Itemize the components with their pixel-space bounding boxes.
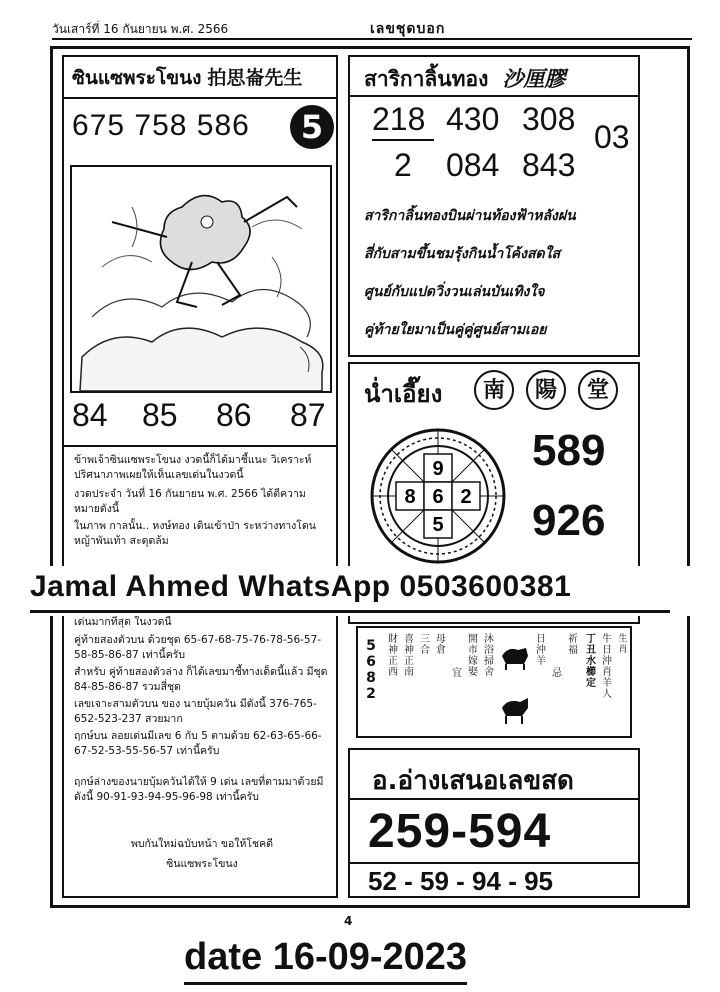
fengshui-column: 忌	[552, 668, 562, 679]
zin-paragraph: เด่นมากที่สุด ในงวดนี้	[74, 616, 172, 628]
date-caption-underline	[184, 982, 467, 985]
zin-paragraph: ฤกษ์บน ลอยเด่นมีเลข 6 กับ 5 ตามด้วย 62-63-65-66-67-52-53-55-56-57 เท่านี้ครับ	[74, 730, 322, 757]
header-paper-name: เลขชุดบอก	[370, 21, 446, 37]
date-caption-text: date 16-09-2023	[184, 936, 468, 978]
sari-poem-line: ศูนย์กับแปดวิ่งวนเล่นบันเทิงใจ	[364, 284, 545, 300]
sari-fraction-line	[372, 139, 434, 141]
zin-circle-digit: 5	[290, 105, 334, 149]
ang-pairs: 52 - 59 - 94 - 95	[368, 866, 553, 896]
sari-title-rule	[350, 95, 638, 97]
header-rule	[52, 38, 692, 40]
zin-title-chinese: 拍思崙先生	[207, 67, 303, 89]
fengshui-column: 財 神 正 西	[388, 634, 398, 678]
sari-number: 084	[446, 147, 500, 183]
sari-number: 843	[522, 147, 576, 183]
sari-poem-line: สี่กับสามขึ้นชมรุ้งกินน้ำโค้งสดใส	[364, 246, 560, 262]
zin-title-rule	[64, 97, 336, 99]
header-date: วันเสาร์ที่ 16 กันยายน พ.ศ. 2566	[52, 22, 229, 36]
sari-title	[364, 63, 565, 96]
fengshui-section	[348, 620, 640, 744]
zin-closing: พบกันใหม่ฉบับหน้า ขอให้โชคดี	[130, 838, 274, 850]
ang-section	[348, 748, 640, 898]
page-number: 4	[344, 914, 353, 928]
watermark-text: Jamal Ahmed WhatsApp 0503600381	[30, 570, 572, 603]
sari-number: 2	[394, 147, 412, 183]
fengshui-column: 日 沖 羊	[536, 634, 546, 667]
ang-main-number: 259-594	[368, 805, 552, 858]
fengshui-panel	[356, 626, 632, 738]
zin-signature: ซินแซพระโขนง	[166, 858, 238, 870]
zin-pair: 84	[72, 397, 108, 433]
fengshui-column: 開 市 嫁 娶	[468, 634, 478, 678]
fengshui-column: 喜 神 正 南	[404, 634, 414, 678]
nam-seal: 南	[474, 370, 514, 410]
wheel-digit-center: 6	[432, 486, 444, 508]
zin-title-thai: ซินแซพระโขนง	[72, 67, 202, 89]
nam-seal: 陽	[526, 370, 566, 410]
fengshui-column: 牛 日 沖 肖 羊 人	[602, 634, 612, 700]
zin-pairs	[64, 397, 336, 441]
ang-pairs-rule	[350, 862, 638, 864]
watermark-banner	[0, 566, 720, 616]
zin-paragraph: คู่ท้ายสองตัวบน ด้วยชุด 65-67-68-75-76-78-56-57-58-85-86-87 เท่านี้ครับ	[74, 634, 322, 661]
zin-illustration	[70, 165, 332, 393]
fengshui-column: 三 合	[420, 634, 430, 656]
sari-number: 218	[372, 101, 426, 137]
wheel-digit-top: 9	[432, 458, 444, 480]
sari-section	[348, 55, 640, 357]
fengshui-column: 祈 福	[568, 634, 578, 656]
zin-paragraph: เลขเจาะสามตัวบน ของ นายบุ้มควัน มีดังนี้ 376-765-652-523-237 สวยมาก	[74, 698, 317, 725]
sari-number: 308	[522, 101, 576, 137]
ox-goat-icon	[498, 636, 532, 732]
zin-paragraph: ข้าพเจ้าซินแซพระโขนง งวดนี้ก็ได้มาชี้แนะ วิเคราะห์ปริศนาภาพเผยให้เห็นเลขเด่นในงวดนี้	[74, 454, 312, 481]
zin-numbers: 675 758 586	[72, 109, 250, 142]
sari-title-chinese: 沙厘膠	[502, 66, 566, 91]
nam-title: น่ำเอี๊ยง	[364, 380, 443, 408]
sari-side-number: 03	[594, 119, 630, 155]
page-header	[52, 18, 692, 40]
wheel-icon	[368, 426, 508, 566]
fengshui-column: 沐 浴 掃 舍	[484, 634, 494, 678]
lucky-wheel	[368, 426, 508, 566]
fengshui-column: 丁 丑 水 櫛 定	[586, 634, 596, 689]
zin-paragraph: ในภาพ กาลนั้น.. หงษ์ทอง เดินเข้าป่า ระหว่างทางโดนหญ้าพันเท้า สะดุดล้ม	[74, 520, 316, 547]
fengshui-column: 宜	[452, 668, 462, 679]
ang-title: อ.อ่างเสนอเลขสด	[372, 766, 574, 796]
zin-pair: 87	[290, 397, 326, 433]
wheel-digit-bottom: 5	[432, 514, 444, 536]
ang-title-rule	[350, 798, 638, 800]
zin-paragraph: สำหรับ คู่ท้ายสองตัวล่าง ก็ได้เลขมาชี้ทางเด็ดนี้แล้ว มีชุด 84-85-86-87 รวมสี่ชุด	[74, 666, 328, 693]
zin-pairs-rule	[64, 445, 336, 447]
sari-title-thai: สาริกาลิ้นทอง	[364, 67, 489, 91]
zin-section	[62, 55, 338, 898]
zin-paragraph: ฤกษ์ล่างของนายบุ้มควันได้ให้ 9 เด่น เลขที่ตามมาด้วยมีดังนี้ 90-91-93-94-95-96-98 เท่านี้ครับ	[74, 776, 324, 803]
zin-title	[72, 63, 302, 93]
sari-poem-line: คู่ท้ายใยมาเป็นคู่คู่ศูนย์สามเอย	[364, 322, 547, 338]
nam-number: 926	[532, 496, 606, 545]
nam-seal: 堂	[578, 370, 618, 410]
watermark-underline	[30, 610, 670, 613]
sari-poem-line: สาริกาลิ้นทองบินผ่านท้องฟ้าหลังฝน	[364, 208, 576, 224]
fengshui-column: 母 倉	[436, 634, 446, 656]
zin-paragraph: งวดประจำ วันที่ 16 กันยายน พ.ศ. 2566 ได้ตีความหมายดังนี้	[74, 488, 306, 515]
fengshui-vertical-number: 5 6 8 2	[366, 638, 376, 702]
wheel-digit-left: 8	[404, 486, 416, 508]
nam-number: 589	[532, 426, 606, 475]
sari-number: 430	[446, 101, 500, 137]
zin-pair: 86	[216, 397, 252, 433]
date-caption	[184, 936, 467, 979]
monkey-king-illustration-icon	[72, 167, 330, 391]
zin-pair: 85	[142, 397, 178, 433]
wheel-digit-right: 2	[460, 486, 472, 508]
fengshui-column: 生 肖	[618, 634, 628, 655]
